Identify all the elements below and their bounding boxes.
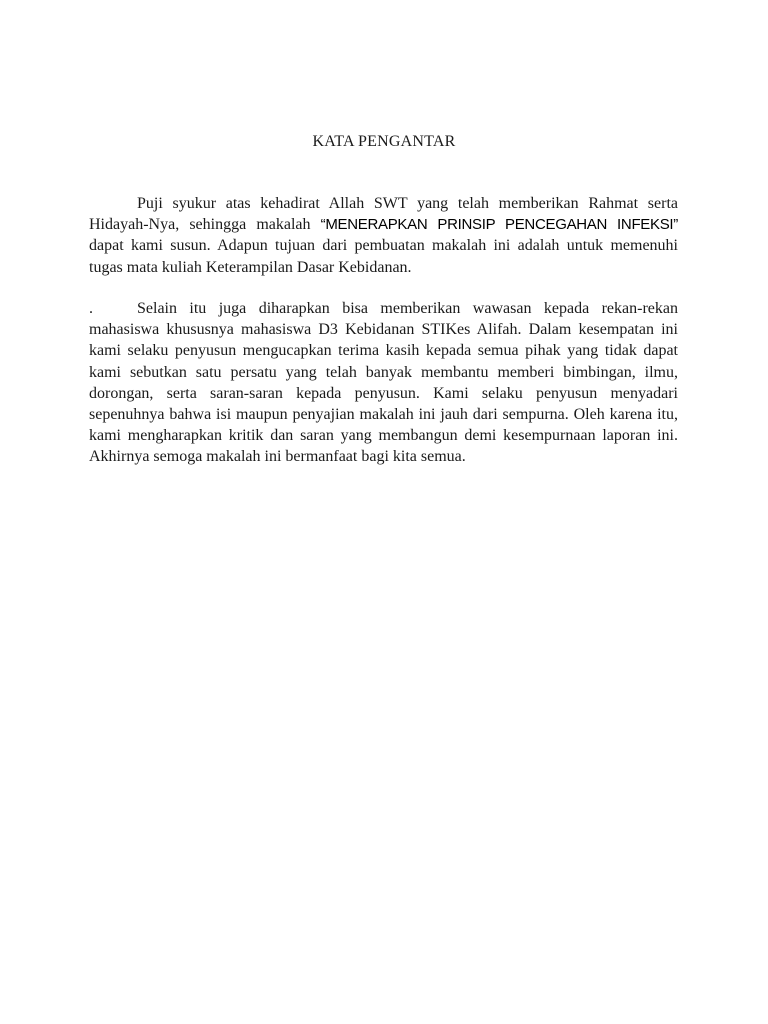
page-title: KATA PENGANTAR xyxy=(312,133,456,150)
paragraph-intro-text-end: dapat kami susun. Adapun tujuan dari pembuatan makalah ini adalah untuk memenuhi tugas mata kuliah Keterampilan Dasar Kebidanan. xyxy=(89,237,678,276)
paragraph-acknowledgement-text: Selain itu juga diharapkan bisa memberikan wawasan kepada rekan-rekan mahasiswa khususnya mahasiswa D3 Kebidanan STIKes Alifah. Dalam kesempatan ini kami selaku penyusun mengucapkan terima kasih kepada semua pihak yang tidak dapat kami sebutkan satu persatu yang telah banyak membantu memberi bimbingan, ilmu, dorongan, serta saran-saran kepada penyusun. Kami selaku penyusun menyadari sepenuhnya bahwa isi maupun penyajian makalah ini jauh dari sempurna. Oleh karena itu, kami mengharapkan kritik dan saran yang membangun demi kesempurnaan laporan ini. Akhirnya semoga makalah ini bermanfaat bagi kita semua. xyxy=(89,300,678,466)
paragraph-intro xyxy=(89,193,678,278)
paragraph-acknowledgement xyxy=(89,298,678,468)
paragraph-lead-dot: . xyxy=(89,300,93,317)
paper-title-quote: “MENERAPKAN PRINSIP PENCEGAHAN INFEKSI” xyxy=(320,216,678,234)
paragraph-intro-text-start: Puji syukur atas kehadirat Allah SWT yang telah memberikan Rahmat serta Hidayah-Nya, sehingga makalah xyxy=(89,195,678,234)
